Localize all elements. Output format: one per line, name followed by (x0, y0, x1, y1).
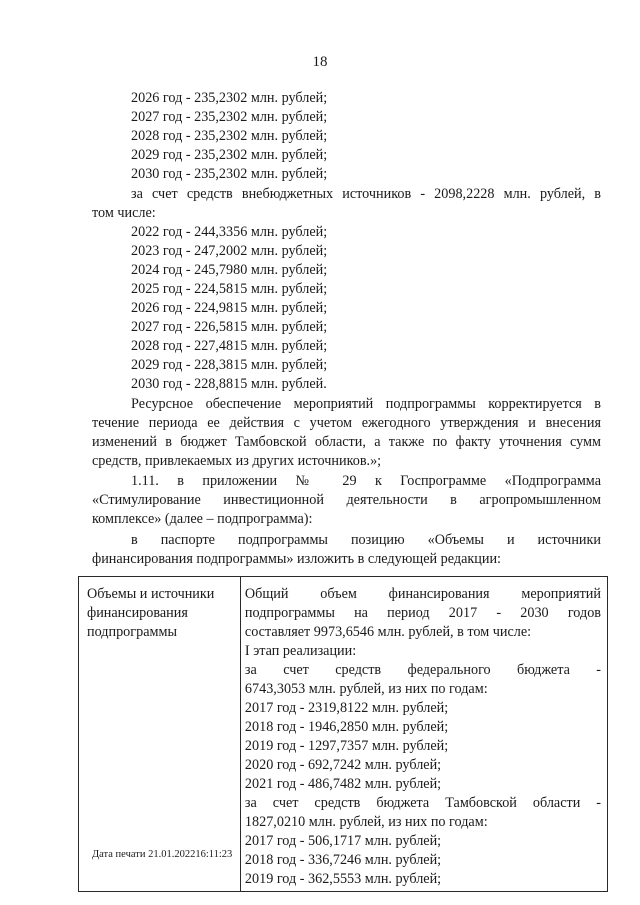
extrabudget-heading: за счет средств внебюджетных источников - 2098,2228 млн. рублей, в (131, 186, 601, 202)
list-item: 2026 год - 224,9815 млн. рублей; (131, 300, 328, 316)
list-item: 2030 год - 235,2302 млн. рублей; (131, 166, 328, 182)
table-cell-label (79, 577, 241, 892)
extrabudget-heading-cont: том числе: (92, 205, 156, 221)
cell-line: 2018 год - 1946,2850 млн. рублей; (244, 719, 449, 735)
cell-line: 2018 год - 336,7246 млн. рублей; (244, 852, 442, 868)
cell-line: за счет средств федерального бюджета - (244, 662, 601, 678)
cell-line: подпрограммы на период 2017 - 2030 годов (244, 605, 601, 621)
paragraph-line: изменений в бюджет Тамбовской области, а также по факту уточнения сумм (92, 434, 601, 450)
page-number: 18 (312, 54, 328, 70)
cell-line: 2019 год - 1297,7357 млн. рублей; (244, 738, 449, 754)
list-item: 2024 год - 245,7980 млн. рублей; (131, 262, 328, 278)
paragraph-line: финансирования подпрограммы» изложить в следующей редакции: (92, 551, 501, 567)
list-item: 2026 год - 235,2302 млн. рублей; (131, 90, 328, 106)
cell-line: 2017 год - 2319,8122 млн. рублей; (244, 700, 449, 716)
cell-line: Общий объем финансирования мероприятий (244, 586, 601, 602)
cell-line: за счет средств бюджета Тамбовской области - (244, 795, 601, 811)
paragraph-line: средств, привлекаемых из других источников.»; (92, 453, 382, 469)
paragraph-line: 1.11. в приложении № 29 к Госпрограмме «Подпрограмма (131, 473, 601, 489)
paragraph-line: течение периода ее действия с учетом ежегодного утверждения и внесения (92, 415, 601, 431)
list-item: 2025 год - 224,5815 млн. рублей; (131, 281, 328, 297)
cell-line: 2017 год - 506,1717 млн. рублей; (244, 833, 442, 849)
table-cell-value (240, 577, 607, 892)
cell-line: составляет 9973,6546 млн. рублей, в том числе: (244, 624, 532, 640)
paragraph-line: Ресурсное обеспечение мероприятий подпрограммы корректируется в (131, 396, 601, 412)
list-item: 2027 год - 226,5815 млн. рублей; (131, 319, 328, 335)
cell-line: финансирования (87, 605, 188, 621)
list-item: 2023 год - 247,2002 млн. рублей; (131, 243, 328, 259)
passport-table (78, 576, 608, 892)
list-item: 2029 год - 228,3815 млн. рублей; (131, 357, 328, 373)
list-item: 2028 год - 235,2302 млн. рублей; (131, 128, 328, 144)
paragraph-line: «Стимулирование инвестиционной деятельности в агропромышленном (92, 492, 601, 508)
list-item: 2022 год - 244,3356 млн. рублей; (131, 224, 328, 240)
paragraph-line: комплексе» (далее – подпрограмма): (92, 511, 313, 527)
cell-line: 2020 год - 692,7242 млн. рублей; (244, 757, 442, 773)
cell-line: подпрограммы (87, 624, 177, 640)
list-item: 2030 год - 228,8815 млн. рублей. (131, 376, 327, 392)
cell-line: Объемы и источники (87, 586, 215, 602)
cell-line: I этап реализации: (244, 643, 357, 659)
cell-line: 1827,0210 млн. рублей, из них по годам: (244, 814, 488, 830)
cell-line: 2019 год - 362,5553 млн. рублей; (244, 871, 442, 887)
print-date-footer: Дата печати 21.01.202216:11:23 (92, 849, 233, 860)
list-item: 2028 год - 227,4815 млн. рублей; (131, 338, 328, 354)
table-row (79, 577, 608, 892)
list-item: 2027 год - 235,2302 млн. рублей; (131, 109, 328, 125)
cell-line: 6743,3053 млн. рублей, из них по годам: (244, 681, 488, 697)
list-item: 2029 год - 235,2302 млн. рублей; (131, 147, 328, 163)
paragraph-line: в паспорте подпрограммы позицию «Объемы и источники (131, 532, 601, 548)
cell-line: 2021 год - 486,7482 млн. рублей; (244, 776, 442, 792)
